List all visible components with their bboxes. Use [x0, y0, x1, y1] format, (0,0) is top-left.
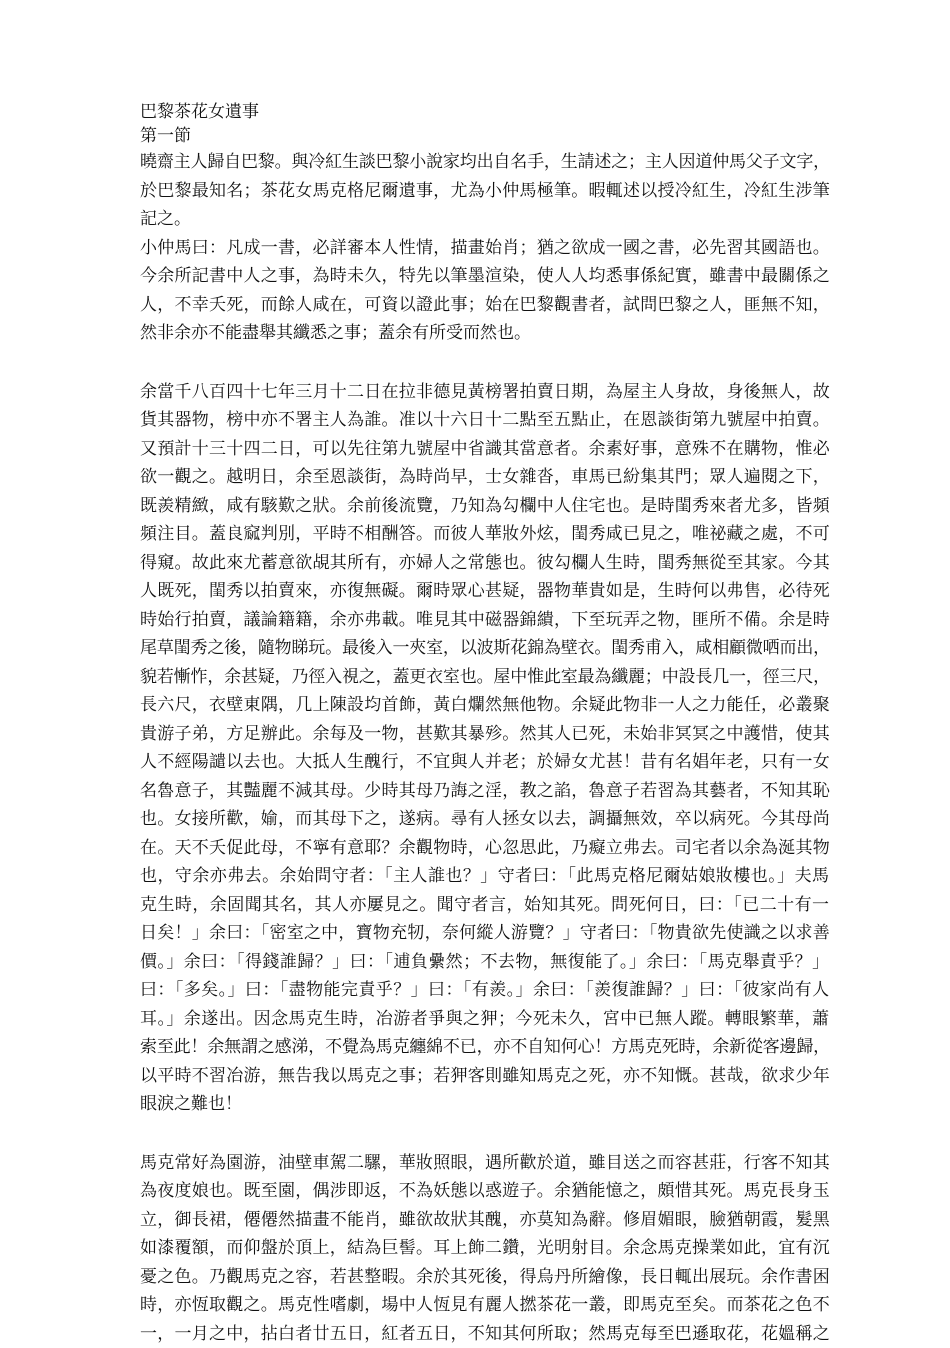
text-line: 立，御長裙，僊僊然描畫不能肖，雖欲故狀其醜，亦莫知為辭。修眉媚眼，臉猶朝霞，髮黑	[140, 1206, 830, 1235]
text-line: 記之。	[140, 205, 830, 234]
text-line: 曉齋主人歸自巴黎。與冷紅生談巴黎小說家均出自名手，生請述之；主人因道仲馬父子文字，	[140, 148, 830, 177]
paragraph	[140, 1149, 830, 1348]
text-line: 時，亦恆取觀之。馬克性嗜劇，場中人恆見有麗人撚茶花一叢，即馬克至矣。而茶花之色不	[140, 1291, 830, 1320]
text-line: 一，一月之中，拈白者廿五日，紅者五日，不知其何所取；然馬克每至巴遜取花，花媼稱之	[140, 1320, 830, 1348]
chapter-heading: 第一節	[140, 124, 830, 148]
text-line: 如漆覆額，而仰盤於頂上，結為巨髻。耳上飾二鑽，光明射目。余念馬克操業如此，宜有沉	[140, 1234, 830, 1263]
text-line: 然非余亦不能盡舉其纖悉之事；蓋余有所受而然也。	[140, 319, 830, 348]
text-line: 貴游子弟，方足辦此。余每及一物，甚歎其暴殄。然其人已死，未始非冥冥之中護惜，使其	[140, 720, 830, 749]
text-line: 索至此！余無謂之感涕，不覺為馬克纏綿不已，亦不自知何心！方馬克死時，余新從客邊歸，	[140, 1033, 830, 1062]
document-page	[140, 100, 830, 1348]
text-line: 貌若慚怍，余甚疑，乃徑入視之，蓋更衣室也。屋中惟此室最為纖麗；中設長几一，徑三尺，	[140, 663, 830, 692]
text-line: 人既死，閨秀以拍賣來，亦復無礙。爾時眾心甚疑，器物華貴如是，生時何以弗售，必待死	[140, 577, 830, 606]
text-line: 日矣！」余曰：「密室之中，寶物充牣，奈何縱人游覽？」守者曰：「物貴欲先使識之以求善	[140, 919, 830, 948]
text-line: 時始行拍賣，議論籍籍，余亦弗載。唯見其中磁器錦繢，下至玩弄之物，匪所不備。余是時	[140, 606, 830, 635]
text-line: 既羨精緻，咸有駭歎之狀。余前後流覽，乃知為勾欄中人住宅也。是時閨秀來者尤多，皆頻	[140, 492, 830, 521]
text-line: 頻注目。蓋良窳判別，平時不相酬答。而彼人華妝外炫，閨秀咸已見之，唯祕藏之處，不可	[140, 520, 830, 549]
text-line: 名魯意子，其豔麗不減其母。少時其母乃誨之淫，教之諂，魯意子若習為其藝者，不知其恥	[140, 777, 830, 806]
text-line: 也。女接所歡，媮，而其母下之，遂病。尋有人拯女以去，調攝無效，卒以病死。今其母尚	[140, 805, 830, 834]
text-line: 曰：「多矣。」曰：「盡物能完責乎？」曰：「有羨。」余曰：「羨復誰歸？」曰：「彼家尚有人	[140, 976, 830, 1005]
text-line: 尾草閨秀之後，隨物睇玩。最後入一夾室，以波斯花錦為壁衣。閨秀甫入，咸相顧微哂而出，	[140, 634, 830, 663]
paragraph	[140, 234, 830, 348]
text-line: 在。天不夭促此母，不寧有意耶？余觀物時，心忽思此，乃癡立弗去。司宅者以余為涎其物	[140, 834, 830, 863]
text-line: 價。」余曰：「得錢誰歸？」曰：「逋負纍然；不去物，無復能了。」余曰：「馬克舉責乎？」	[140, 948, 830, 977]
text-line: 欲一觀之。越明日，余至恩談街，為時尚早，士女雜沓，車馬已紛集其門；眾人遍閱之下，	[140, 463, 830, 492]
paragraph	[140, 148, 830, 234]
text-line: 人不經陽譴以去也。大抵人生醜行，不宜與人并老；於婦女尤甚！昔有名娼年老，只有一女	[140, 748, 830, 777]
document-body	[140, 148, 830, 1348]
text-line: 於巴黎最知名；茶花女馬克格尼爾遺事，尤為小仲馬極筆。暇輒述以授冷紅生，冷紅生涉筆	[140, 177, 830, 206]
text-line: 余當千八百四十七年三月十二日在拉非德見黃榜署拍賣日期，為屋主人身故，身後無人，故	[140, 378, 830, 407]
text-line: 人，不幸夭死，而餘人咸在，可資以證此事；始在巴黎觀書者，試問巴黎之人，匪無不知，	[140, 291, 830, 320]
text-line: 今余所記書中人之事，為時未久，特先以筆墨渲染，使人人均悉事係紀實，雖書中最關係之	[140, 262, 830, 291]
text-line: 又預計十三十四二日，可以先往第九號屋中省識其當意者。余素好事，意殊不在購物，惟必	[140, 435, 830, 464]
text-line: 也，守余亦弗去。余始問守者：「主人誰也？」守者曰：「此馬克格尼爾姑娘妝樓也。」夫馬	[140, 862, 830, 891]
text-line: 貨其器物，榜中亦不署主人為誰。准以十六日十二點至五點止，在恩談街第九號屋中拍賣。	[140, 406, 830, 435]
paragraph	[140, 378, 830, 1119]
text-line: 小仲馬曰：凡成一書，必詳審本人性情，描畫始肖；猶之欲成一國之書，必先習其國語也。	[140, 234, 830, 263]
paragraph-gap	[140, 1119, 830, 1149]
paragraph-gap	[140, 348, 830, 378]
text-line: 以平時不習冶游，無告我以馬克之事；若狎客則雖知馬克之死，亦不知慨。甚哉，欲求少年	[140, 1062, 830, 1091]
text-line: 克生時，余固聞其名，其人亦屢見之。聞守者言，始知其死。問死何日，曰：「已二十有一	[140, 891, 830, 920]
document-title: 巴黎茶花女遺事	[140, 100, 830, 124]
text-line: 憂之色。乃觀馬克之容，若甚整暇。余於其死後，得烏丹所繪像，長日輒出展玩。余作書困	[140, 1263, 830, 1292]
text-line: 馬克常好為園游，油壁車駕二騾，華妝照眼，遇所歡於道，雖目送之而容甚莊，行客不知其	[140, 1149, 830, 1178]
text-line: 眼淚之難也！	[140, 1090, 830, 1119]
text-line: 得窺。故此來尤蓄意欲覘其所有，亦婦人之常態也。彼勾欄人生時，閨秀無從至其家。今其	[140, 549, 830, 578]
text-line: 耳。」余遂出。因念馬克生時，冶游者爭與之狎；今死未久，宮中已無人蹤。轉眼繁華，蕭	[140, 1005, 830, 1034]
text-line: 長六尺，衣壁東隅，几上陳設均首飾，黃白爛然無他物。余疑此物非一人之力能任，必叢聚	[140, 691, 830, 720]
text-line: 為夜度娘也。既至園，偶涉即返，不為妖態以惑遊子。余猶能憶之，頗惜其死。馬克長身玉	[140, 1177, 830, 1206]
